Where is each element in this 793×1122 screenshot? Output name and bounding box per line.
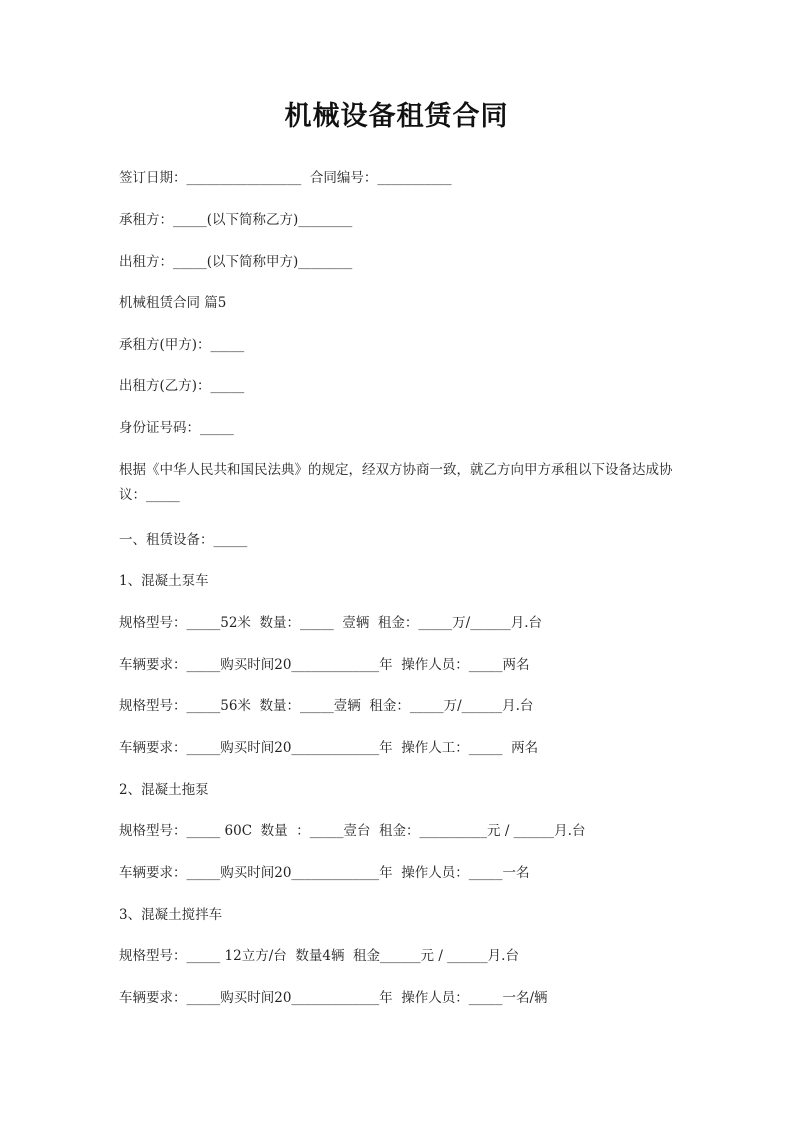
- party-a-line: 承租方(甲方)：_____: [119, 337, 245, 353]
- document-title: 机械设备租赁合同: [284, 101, 509, 132]
- item-2-spec: 规格型号：_____ 60C 数量 ：_____壹台 租金：__________元 / ______月.台: [119, 823, 586, 839]
- lessee-line: 承租方：_____(以下简称乙方)________: [119, 212, 353, 228]
- id-number-line: 身份证号码：_____: [119, 420, 234, 436]
- item-3-spec: 规格型号：_____ 12立方/台 数量4辆 租金______元 / ______月.台: [119, 948, 519, 964]
- item-2-heading: 2、混凝土拖泵: [119, 782, 209, 798]
- item-1-req-b: 车辆要求：_____购买时间20_____________年 操作人工：_____ 两名: [119, 740, 539, 756]
- party-b-line: 出租方(乙方)：_____: [119, 378, 245, 394]
- section-heading: 机械租赁合同 篇5: [119, 295, 227, 311]
- item-1-req-a: 车辆要求：_____购买时间20_____________年 操作人员：_____两名: [119, 657, 530, 673]
- item-3-req: 车辆要求：_____购买时间20_____________年 操作人员：_____一名/辆: [119, 990, 548, 1006]
- clause-1-heading: 一、租赁设备：_____: [119, 532, 248, 548]
- preamble-paragraph: 根据《中华人民共和国民法典》的规定，经双方协商一致，就乙方向甲方承租以下设备达成协议：_____: [119, 462, 673, 503]
- item-2-req: 车辆要求：_____购买时间20_____________年 操作人员：_____一名: [119, 865, 530, 881]
- item-1-heading: 1、混凝土泵车: [119, 573, 209, 589]
- lessor-line: 出租方：_____(以下简称甲方)________: [119, 254, 353, 270]
- item-3-heading: 3、混凝土搅拌车: [119, 907, 223, 923]
- sign-date-contract-no: 签订日期：_________________ 合同编号：___________: [119, 170, 452, 186]
- item-1-spec-b: 规格型号：_____56米 数量：_____壹辆 租金：_____万/______月.台: [119, 698, 534, 714]
- item-1-spec-a: 规格型号：_____52米 数量：_____ 壹辆 租金：_____万/______月.台: [119, 615, 543, 631]
